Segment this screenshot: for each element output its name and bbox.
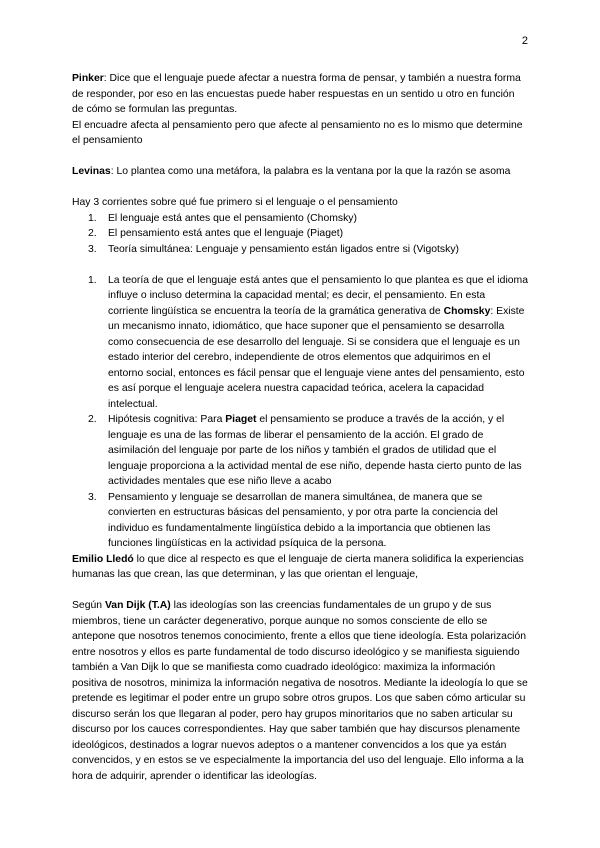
numbered-list-explicaciones	[72, 273, 528, 552]
paragraph-lledo	[72, 552, 528, 583]
list-item-simultanea	[72, 490, 528, 552]
list-number: 3.	[88, 243, 97, 255]
list-item-text: El pensamiento está antes que el lenguaje (Piaget)	[108, 228, 344, 239]
author-name-chomsky: Chomsky	[443, 305, 491, 317]
list-item-text: : Existe un mecanismo innato, idiomático, que hace suponer que el pensamiento se desarrolla como consecuencia de ese desarrollo del lenguaje. Si se considera que el lenguaje es un estado interior del cerebro, independiente de otros elementos que adquirimos en el entorno social, entonces es fácil pensar que el lenguaje viene antes del pensamiento, esto es así porque el lenguaje acelera nuestra capacidad teórica, acelera la capacidad intelectual.	[108, 305, 525, 410]
spacer	[72, 583, 528, 599]
spacer	[72, 257, 528, 273]
paragraph-text: : Lo plantea como una metáfora, la palabra es la ventana por la que la razón se asoma	[110, 166, 511, 177]
list-item	[72, 226, 528, 242]
spacer	[72, 180, 528, 196]
paragraph-van-dijk	[72, 598, 528, 784]
list-item-text: El lenguaje está antes que el pensamiento (Chomsky)	[108, 212, 357, 224]
paragraph-text: las ideologías son las creencias fundamentales de un grupo y de sus miembros, tiene un carácter degenerativo, porque aunque no somos consciente de ello se antepone que nosotros tenemos conocimiento, frente a ellos que tiene ideología. Esta polarización entre nosotros y ellos es parte fundamental de todo discurso ideológico y se manifiesta siguiendo también a Van Dijk lo que se manifiesta como cuadrado ideológico: maximiza la información positiva de nosotros, minimiza la información negativa de nosotros. Mediante la ideología lo que se pretende es legitimar el poder entre un grupo sobre otros grupos. Los que saben cómo articular su discurso serán los que llegaran al poder, pero hay grupos minoritarios que no saben articular su discurso por los cauces correspondientes. Hay que saber también que hay discursos plenamente ideológicos, destinados a lograr nuevos adeptos o a mantener convencidos a los que ya están convencidos, y en estos se ve especialmente la importancia del uso del lenguaje. Ello informa a la hora de adquirir, aprender o identificar las ideologías.	[72, 600, 528, 782]
author-name-van-dijk: Van Dijk (T.A)	[104, 600, 171, 611]
paragraph-text: Según	[72, 600, 105, 611]
list-number: 2.	[88, 228, 97, 239]
spacer	[72, 149, 528, 165]
list-item-text: Hipótesis cognitiva: Para	[108, 414, 226, 425]
author-name-pinker: Pinker	[72, 73, 104, 84]
list-number: 2.	[88, 414, 97, 425]
list-number: 1.	[88, 212, 97, 224]
list-item-chomsky	[72, 273, 528, 413]
list-item-piaget	[72, 412, 528, 490]
paragraph-corrientes: Hay 3 corrientes sobre qué fue primero si el lenguaje o el pensamiento	[72, 197, 398, 208]
paragraph-pinker	[72, 71, 528, 118]
paragraph-text: : Dice que el lenguaje puede afectar a nuestra forma de pensar, y también a nuestra forma de responder, por eso en las encuestas puede haber respuestas en un sentido u otro en función de cómo se formulan las preguntas.	[72, 73, 521, 115]
list-item	[72, 242, 528, 258]
numbered-list-corrientes	[72, 211, 528, 258]
list-item	[72, 211, 528, 227]
list-item-text: el pensamiento se produce a través de la acción, y el lenguaje es una de las formas de liberar el pensamiento de la acción. El grado de asimilación del lenguaje por parte de los niños y también el grados de utilidad que el lenguaje proporciona a la actividad mental de ese niño, depende hasta cierto punto de las actividades mentales que ese niño lleve a acabo	[108, 414, 522, 487]
page-number: 2	[521, 35, 528, 47]
paragraph-text: lo que dice al respecto es que el lenguaje de cierta manera solidifica la experiencias humanas las que crean, las que determinan, y las que orientan el lenguaje,	[72, 553, 524, 580]
paragraph-encuadre: El encuadre afecta al pensamiento pero que afecte al pensamiento no es lo mismo que determine el pensamiento	[72, 119, 523, 146]
list-item-text: Pensamiento y lenguaje se desarrollan de manera simultánea, de manera que se convierten en estructuras básicas del pensamiento, y por otra parte la conciencia del individuo es fundamentalmente lingüística debido a la importancia que obtienen las funciones lingüísticas en la actividad psíquica de la persona.	[108, 491, 498, 549]
author-name-lledo: Emilio Lledó	[72, 553, 134, 565]
author-name-levinas: Levinas	[72, 166, 111, 177]
paragraph-levinas	[72, 164, 528, 180]
list-number: 3.	[88, 491, 97, 503]
author-name-piaget: Piaget	[225, 414, 257, 425]
list-number: 1.	[88, 274, 97, 286]
list-item-text: La teoría de que el lenguaje está antes que el pensamiento lo que plantea es que el idioma influye o incluso determina la capacidad mental; es decir, el pensamiento. En esta corriente lingüística se encuentra la teoría de la gramática generativa de	[108, 274, 528, 317]
list-item-text: Teoría simultánea: Lenguaje y pensamiento están ligados entre si (Vigotsky)	[108, 243, 459, 255]
